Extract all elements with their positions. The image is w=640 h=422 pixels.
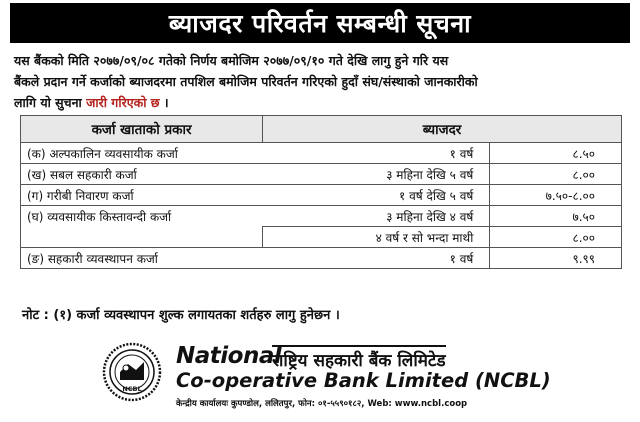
logo-text: NCBL — [122, 385, 142, 393]
bank-name-english-2: Co-operative Bank Limited (NCBL) — [176, 369, 551, 392]
table-row — [21, 164, 622, 185]
intro-line-3-highlight: जारी गरिएको छ — [86, 95, 160, 110]
intro-line-3-end: । — [159, 95, 169, 110]
loan-type-cell — [21, 227, 263, 248]
period-cell: ३ महिना देखि ५ वर्ष — [263, 164, 490, 185]
interest-rate-table — [20, 115, 622, 269]
bank-name-nepali: राष्ट्रिय सहकारी बैंक लिमिटेड — [272, 345, 446, 371]
rate-cell: ७.५०-८.०० — [490, 185, 622, 206]
intro-line-1: यस बैंकको मिति २०७७/०९/०८ गतेको निर्णय बमोजिम २०७७/०९/१० गते देखि लागु हुने गरि यस — [14, 53, 449, 68]
period-cell: १ वर्ष — [263, 143, 490, 164]
period-cell: १ वर्ष — [263, 248, 490, 269]
rate-cell: ७.५० — [490, 206, 622, 227]
intro-line-3-text: लागि यो सुचना — [14, 95, 87, 110]
table-row — [21, 206, 622, 227]
header-loan-type: कर्जा खाताको प्रकार — [21, 116, 263, 143]
loan-type-cell: (क) अल्पकालिन व्यवसायीक कर्जा — [21, 143, 263, 164]
loan-type-cell: (ग) गरीबी निवारण कर्जा — [21, 185, 263, 206]
loan-type-cell: (ङ) सहकारी व्यवस्थापन कर्जा — [21, 248, 263, 269]
bank-name-english-1: National — [176, 343, 282, 369]
bank-address: केन्द्रीय कार्यालयः कुपण्डोल, ललितपुर, फोन: ०१-५५९०१८२, Web: www.ncbl.coop — [176, 399, 468, 409]
header-interest-rate: ब्याजदर — [263, 116, 622, 143]
intro-line-3 — [14, 92, 626, 113]
table-header-row — [21, 116, 622, 143]
table-row — [21, 248, 622, 269]
intro-line-2: बैंकले प्रदान गर्ने कर्जाको ब्याजदरमा तपशिल बमोजिम परिवर्तन गरिएको हुदाँ संघ/संस्थाको जानकारीको — [14, 74, 478, 89]
table-row — [21, 185, 622, 206]
ncbl-logo — [102, 342, 162, 402]
period-cell: ४ वर्ष र सो भन्दा माथी — [263, 227, 490, 248]
rate-cell: ८.०० — [490, 164, 622, 185]
ncbl-seal-icon — [102, 342, 162, 402]
period-cell: १ वर्ष देखि ५ वर्ष — [263, 185, 490, 206]
rate-cell: ८.५० — [490, 143, 622, 164]
table-row — [21, 227, 622, 248]
table-row — [21, 143, 622, 164]
footnote: नोट : (१) कर्जा व्यवस्थापन शुल्क लगायतका शर्तहरु लागु हुनेछन । — [22, 308, 340, 323]
rate-cell: ८.०० — [490, 227, 622, 248]
notice-title: ब्याजदर परिवर्तन सम्बन्धी सूचना — [10, 3, 630, 43]
rate-cell: ९.९९ — [490, 248, 622, 269]
intro-paragraph — [14, 50, 626, 113]
loan-type-cell: (ख) सबल सहकारी कर्जा — [21, 164, 263, 185]
loan-type-cell: (घ) व्यवसायीक किस्तावन्दी कर्जा — [21, 206, 263, 227]
period-cell: ३ महिना देखि ४ वर्ष — [263, 206, 490, 227]
